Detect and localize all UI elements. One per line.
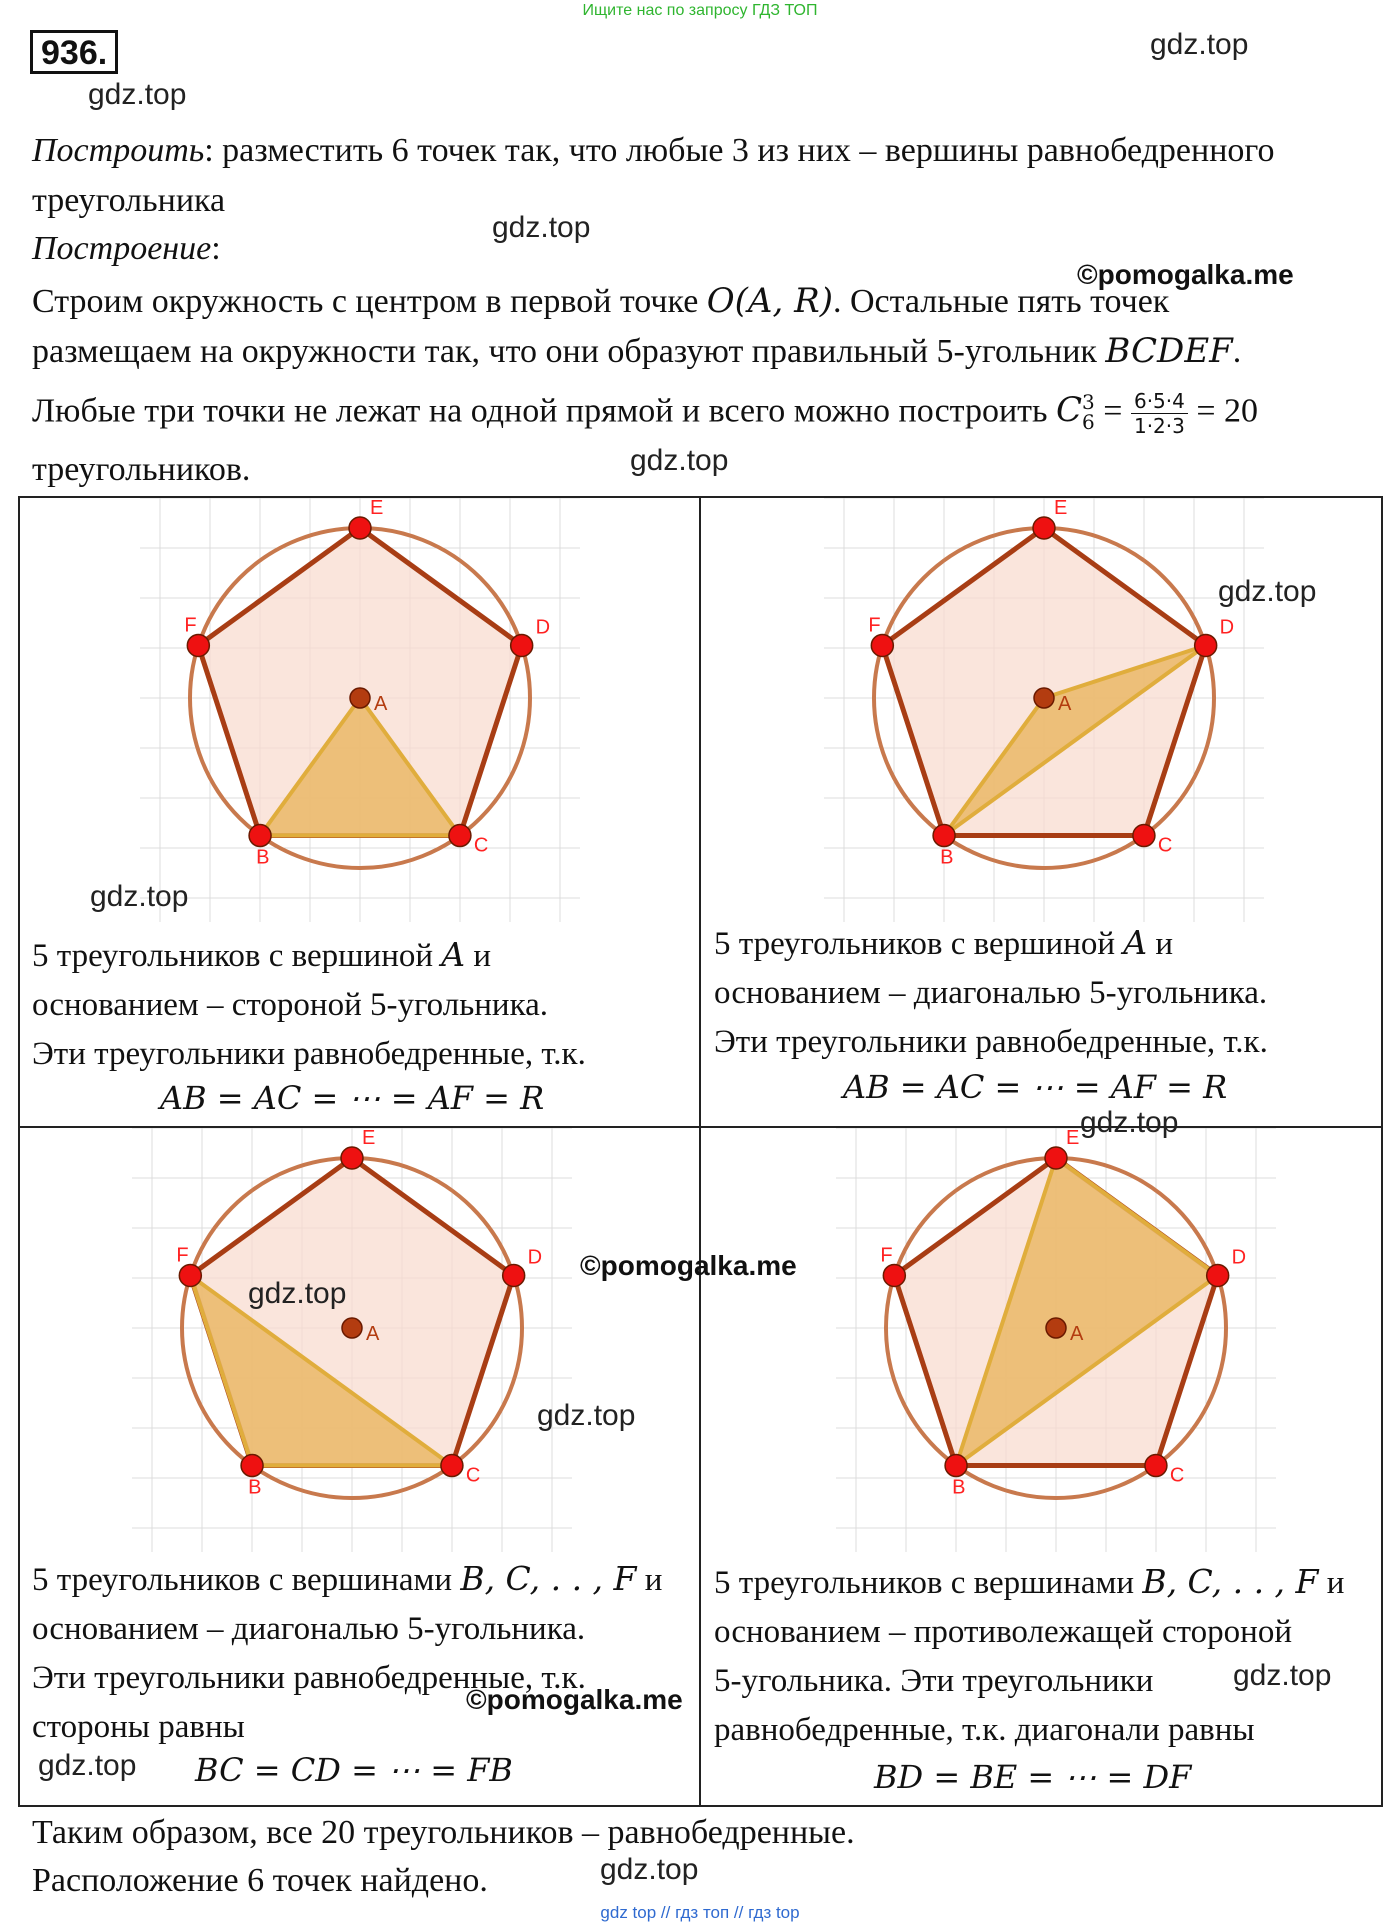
cell-line: стороны равны xyxy=(32,1709,245,1745)
label-e: E xyxy=(370,498,384,519)
task-text: : разместить 6 точек так, что любые 3 из них – вершины равнобедренного xyxy=(204,132,1275,169)
label-d: D xyxy=(527,1246,543,1269)
construction-label: Построение xyxy=(32,230,212,267)
watermark: gdz.top xyxy=(537,1399,636,1432)
label-f: F xyxy=(176,1244,189,1267)
problem-number: 936. xyxy=(30,30,118,74)
watermark: gdz.top xyxy=(248,1277,347,1310)
point-a xyxy=(350,688,370,708)
conclusion-line-2: Расположение 6 точек найдено. xyxy=(32,1862,488,1899)
equals: = xyxy=(1094,392,1131,430)
point-c xyxy=(441,1455,463,1477)
cell-line: основанием – диагональю 5-угольника. xyxy=(32,1611,586,1647)
text: Строим окружность с центром в первой точке xyxy=(32,283,707,320)
watermark: gdz.top xyxy=(1150,28,1249,61)
point-b xyxy=(241,1455,263,1477)
watermark: gdz.top xyxy=(1233,1659,1332,1692)
point-e xyxy=(1045,1147,1067,1169)
label-f: F xyxy=(868,614,881,637)
label-c: C xyxy=(473,834,489,857)
cell-2-text xyxy=(714,918,1268,1067)
point-a xyxy=(1034,688,1054,708)
figure-1 xyxy=(140,498,580,922)
construction-line-4: треугольников. xyxy=(32,451,251,488)
search-hint: Ищите нас по запросу ГДЗ ТОП xyxy=(582,2,818,19)
watermark: gdz.top xyxy=(630,444,729,477)
watermark: gdz.top xyxy=(492,211,591,244)
text: размещаем на окружности так, что они образуют правильный 5-угольник xyxy=(32,333,1106,370)
point-c xyxy=(1145,1455,1167,1477)
point-b xyxy=(933,825,955,847)
label-d: D xyxy=(1219,616,1235,639)
label-e: E xyxy=(1066,1128,1080,1149)
construction-line-1 xyxy=(32,281,1169,322)
cell-line: Эти треугольники равнобедренные, т.к. xyxy=(32,1660,586,1696)
cell-line: 5 треугольников с вершиной A и xyxy=(714,923,1174,962)
fraction xyxy=(1131,389,1188,438)
point-d xyxy=(511,634,533,656)
cell-4-equation: BD = BE = ⋯ = DF xyxy=(874,1758,1192,1796)
watermark-pomogalka: ©pomogalka.me xyxy=(580,1250,797,1281)
cell-3-text xyxy=(32,1554,662,1752)
cell-line: равнобедренные, т.к. диагонали равны xyxy=(714,1712,1255,1748)
cell-line: основанием – стороной 5-угольника. xyxy=(32,987,549,1023)
fraction-numerator: 6·5·4 xyxy=(1131,389,1188,414)
text: . xyxy=(1232,333,1242,370)
comb-sup: 3 xyxy=(1082,390,1095,415)
point-e xyxy=(349,517,371,539)
point-b xyxy=(945,1455,967,1477)
watermark-pomogalka: ©pomogalka.me xyxy=(466,1684,683,1715)
point-f xyxy=(871,634,893,656)
label-e: E xyxy=(1054,498,1068,519)
math-circle: O(A, R) xyxy=(706,281,833,321)
cell-line: 5 треугольников с вершинами B, C, . . , F и xyxy=(714,1562,1345,1601)
point-f xyxy=(883,1264,905,1286)
conclusion-line-1: Таким образом, все 20 треугольников – равнобедренные. xyxy=(32,1814,855,1851)
watermark: gdz.top xyxy=(1218,575,1317,608)
watermark: gdz.top xyxy=(38,1749,137,1782)
text: Любые три точки не лежат на одной прямой и всего можно построить xyxy=(32,392,1057,430)
point-e xyxy=(1033,517,1055,539)
cell-line: основанием – диагональю 5-угольника. xyxy=(714,975,1268,1011)
watermark: gdz.top xyxy=(88,78,187,111)
watermark: gdz.top xyxy=(90,880,189,913)
label-c: C xyxy=(465,1464,481,1487)
label-b: B xyxy=(940,846,954,869)
label-b: B xyxy=(256,846,270,869)
point-b xyxy=(249,825,271,847)
comb-sub: 6 xyxy=(1082,410,1095,435)
label-f: F xyxy=(184,614,197,637)
point-e xyxy=(341,1147,363,1169)
result: = 20 xyxy=(1187,392,1259,430)
figure-4 xyxy=(836,1128,1276,1552)
combination: C 3 6 xyxy=(1056,390,1095,435)
cell-line: 5 треугольников с вершинами B, C, . . , F и xyxy=(32,1559,663,1598)
watermark: gdz.top xyxy=(600,1853,699,1886)
label-a: A xyxy=(366,1323,380,1345)
cell-line: 5-угольника. Эти треугольники xyxy=(714,1663,1154,1699)
point-c xyxy=(1133,825,1155,847)
watermark-pomogalka: ©pomogalka.me xyxy=(1077,259,1294,290)
point-a xyxy=(1046,1318,1066,1338)
label-d: D xyxy=(535,616,551,639)
construction-line-2 xyxy=(32,331,1241,372)
watermark: gdz.top xyxy=(1080,1106,1179,1139)
label-f: F xyxy=(880,1244,893,1267)
cell-2-equation: AB = AC = ⋯ = AF = R xyxy=(843,1068,1228,1106)
label-b: B xyxy=(952,1476,966,1499)
footer-links: gdz top // гдз топ // гдз top xyxy=(600,1903,800,1922)
cell-1-text xyxy=(32,930,586,1079)
label-c: C xyxy=(1157,834,1173,857)
construction-line-3 xyxy=(32,389,1258,438)
construction-heading xyxy=(32,229,221,269)
figure-2 xyxy=(824,498,1264,922)
task-line xyxy=(32,131,1275,171)
cell-line: основанием – противолежащей стороной xyxy=(714,1614,1292,1650)
fraction-denominator: 1·2·3 xyxy=(1133,414,1185,438)
text: . Остальные пять точек xyxy=(832,283,1170,320)
point-f xyxy=(187,634,209,656)
cell-line: 5 треугольников с вершиной A и xyxy=(32,935,492,974)
point-d xyxy=(1207,1264,1229,1286)
cell-1-equation: AB = AC = ⋯ = AF = R xyxy=(160,1079,545,1117)
construction-colon: : xyxy=(211,230,221,267)
point-d xyxy=(1195,634,1217,656)
label-d: D xyxy=(1231,1246,1247,1269)
cell-line: Эти треугольники равнобедренные, т.к. xyxy=(32,1036,586,1072)
math-pentagon: BCDEF xyxy=(1105,331,1233,371)
cell-3-equation: BC = CD = ⋯ = FB xyxy=(195,1751,513,1789)
cell-line: Эти треугольники равнобедренные, т.к. xyxy=(714,1024,1268,1060)
label-e: E xyxy=(362,1128,376,1149)
point-a xyxy=(342,1318,362,1338)
label-a: A xyxy=(1058,693,1072,715)
cell-4-text xyxy=(714,1557,1344,1755)
figure-3 xyxy=(132,1128,572,1552)
point-d xyxy=(503,1264,525,1286)
task-line-2: треугольника xyxy=(32,182,226,219)
point-c xyxy=(449,825,471,847)
task-label: Построить xyxy=(32,132,205,169)
label-c: C xyxy=(1169,1464,1185,1487)
label-b: B xyxy=(248,1476,262,1499)
label-a: A xyxy=(374,693,388,715)
label-a: A xyxy=(1070,1323,1084,1345)
point-f xyxy=(179,1264,201,1286)
